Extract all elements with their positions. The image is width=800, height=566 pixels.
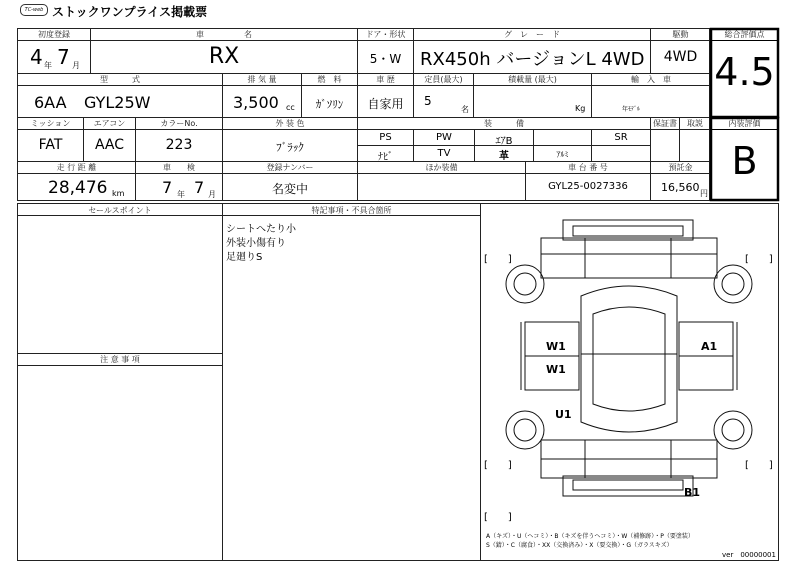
label-mission: ミッション (30, 119, 71, 128)
insp-month: 7 (194, 178, 205, 197)
equip-alumi: ｱﾙﾐ (556, 150, 569, 159)
reg-year: 4 (30, 45, 43, 69)
model-prefix: 6AA (34, 93, 67, 112)
bracket-front-right: [ ] (745, 254, 773, 265)
label-equipment: 装 備 (484, 119, 524, 128)
label-interior-score: 内装評価 (728, 119, 761, 128)
label-deposit: 預託金 (668, 163, 693, 172)
color-no-value: 223 (165, 137, 193, 153)
label-mileage: 走 行 距 離 (56, 163, 97, 172)
mission-value: FAT (38, 137, 63, 153)
damage-mark-a1: A1 (701, 340, 718, 353)
label-load: 積載量 (最大) (508, 75, 557, 84)
aircon-value: AAC (94, 137, 125, 153)
label-caution: 注 意 事 項 (100, 355, 140, 364)
front-right-wheel-part (714, 265, 752, 303)
insp-year-unit: 年 (177, 190, 185, 199)
label-aircon: エアコン (93, 119, 126, 128)
equip-navi: ﾅﾋﾞ (378, 152, 393, 163)
note-line-2: 外装小傷有り (226, 238, 286, 249)
damage-mark-w1-rear: W1 (546, 363, 566, 376)
damage-mark-b1: B1 (684, 486, 701, 499)
page-title: ストックワンプライス掲載票 (52, 5, 208, 19)
mileage-value: 28,476 (48, 178, 108, 198)
label-color-no: カラーNo. (160, 119, 198, 128)
displacement-unit: cc (286, 103, 295, 112)
label-exterior-color: 外 装 色 (275, 119, 305, 128)
bracket-bottom: [ ] (484, 512, 512, 523)
history-value: 自家用 (367, 97, 404, 111)
equip-leather: 革 (499, 151, 509, 162)
label-door-shape: ドア・形状 (365, 30, 406, 39)
legend-line-1: A（キズ）・U（ヘコミ）・B（キズを伴うヘコミ）・W（補修跡）・P（要塗装） (486, 533, 694, 540)
equip-airbag: ｴｱB (495, 136, 513, 147)
label-fuel: 燃 料 (317, 75, 342, 84)
insp-year: 7 (162, 178, 173, 197)
deposit-value: 16,560 (661, 181, 700, 194)
damage-mark-u1: U1 (555, 408, 572, 421)
rear-right-door-part (679, 356, 733, 390)
label-car-name: 車 名 (196, 30, 252, 39)
import-note: 年ﾓﾃﾞﾙ (622, 106, 641, 113)
label-import: 輸 入 車 (631, 75, 671, 84)
drive-value: 4WD (663, 49, 698, 65)
rear-right-wheel-part (714, 411, 752, 449)
label-special-notes: 特記事項・不具合箇所 (311, 206, 392, 215)
equip-tv: TV (437, 148, 451, 159)
logo-text: TC-web (24, 7, 44, 13)
damage-mark-w1-front: W1 (546, 340, 566, 353)
insp-month-unit: 月 (208, 190, 216, 199)
reg-month: 7 (57, 45, 70, 69)
label-manual: 取説 (687, 119, 703, 128)
label-displacement: 排 気 量 (247, 75, 277, 84)
bracket-rear-left: [ ] (484, 460, 512, 471)
label-inspection: 車 検 (163, 163, 195, 172)
exterior-color-value: ﾌﾞﾗｯｸ (276, 141, 304, 154)
capacity-unit: 名 (461, 105, 469, 114)
label-drive: 駆動 (672, 30, 689, 39)
equip-pw: PW (436, 132, 452, 143)
label-capacity: 定員(最大) (424, 75, 463, 84)
overall-score-value: 4.5 (714, 50, 775, 94)
note-line-3: 足廻りS (226, 252, 263, 263)
label-warranty: 保証書 (653, 119, 677, 128)
version-text: ver 00000001 (722, 551, 776, 559)
roof-part (581, 286, 677, 432)
label-overall-score: 総合評価点 (724, 30, 765, 39)
hood-part (541, 238, 717, 278)
equip-ps: PS (379, 132, 392, 143)
note-line-1: シートへたり小 (226, 224, 296, 235)
equip-sr: SR (614, 132, 628, 143)
load-unit: Kg (575, 104, 586, 113)
bracket-front-left: [ ] (484, 254, 512, 265)
car-damage-diagram (481, 204, 778, 560)
label-grade: グ レ ー ド (504, 30, 560, 39)
model-value: GYL25W (84, 93, 151, 112)
capacity-value: 5 (424, 94, 432, 108)
rear-bumper-part (563, 476, 693, 496)
label-sales-point: セールスポイント (88, 206, 152, 215)
chassis-no-value: GYL25-0027336 (548, 181, 628, 192)
grade-value: RX450h バージョンL 4WD (420, 49, 645, 70)
bracket-rear-right: [ ] (745, 460, 773, 471)
label-other-equipment: ほか装備 (425, 163, 458, 172)
door-value: 5・W (369, 52, 402, 66)
reg-year-unit: 年 (44, 61, 52, 70)
front-left-wheel-part (506, 265, 544, 303)
mileage-unit: km (112, 189, 125, 198)
car-name-value: RX (208, 44, 240, 69)
front-bumper-part (563, 220, 693, 240)
label-history: 車 歴 (376, 75, 395, 84)
deposit-unit: 円 (700, 189, 708, 198)
label-chassis-no: 車 台 番 号 (568, 163, 608, 172)
rear-left-wheel-part (506, 411, 544, 449)
reg-number-value: 名変中 (271, 182, 308, 196)
legend-line-2: S（錆）・C（腐食）・XX（交換済み）・X（要交換）・G（ガラスキズ） (486, 542, 673, 549)
label-reg-number: 登録ナンバー (266, 163, 314, 172)
label-first-reg: 初度登録 (38, 30, 70, 39)
fuel-value: ｶﾞｿﾘﾝ (315, 98, 344, 111)
label-model: 型 式 (100, 75, 140, 84)
interior-score-value: B (731, 139, 758, 183)
displacement-value: 3,500 (233, 93, 279, 112)
reg-month-unit: 月 (72, 61, 80, 70)
